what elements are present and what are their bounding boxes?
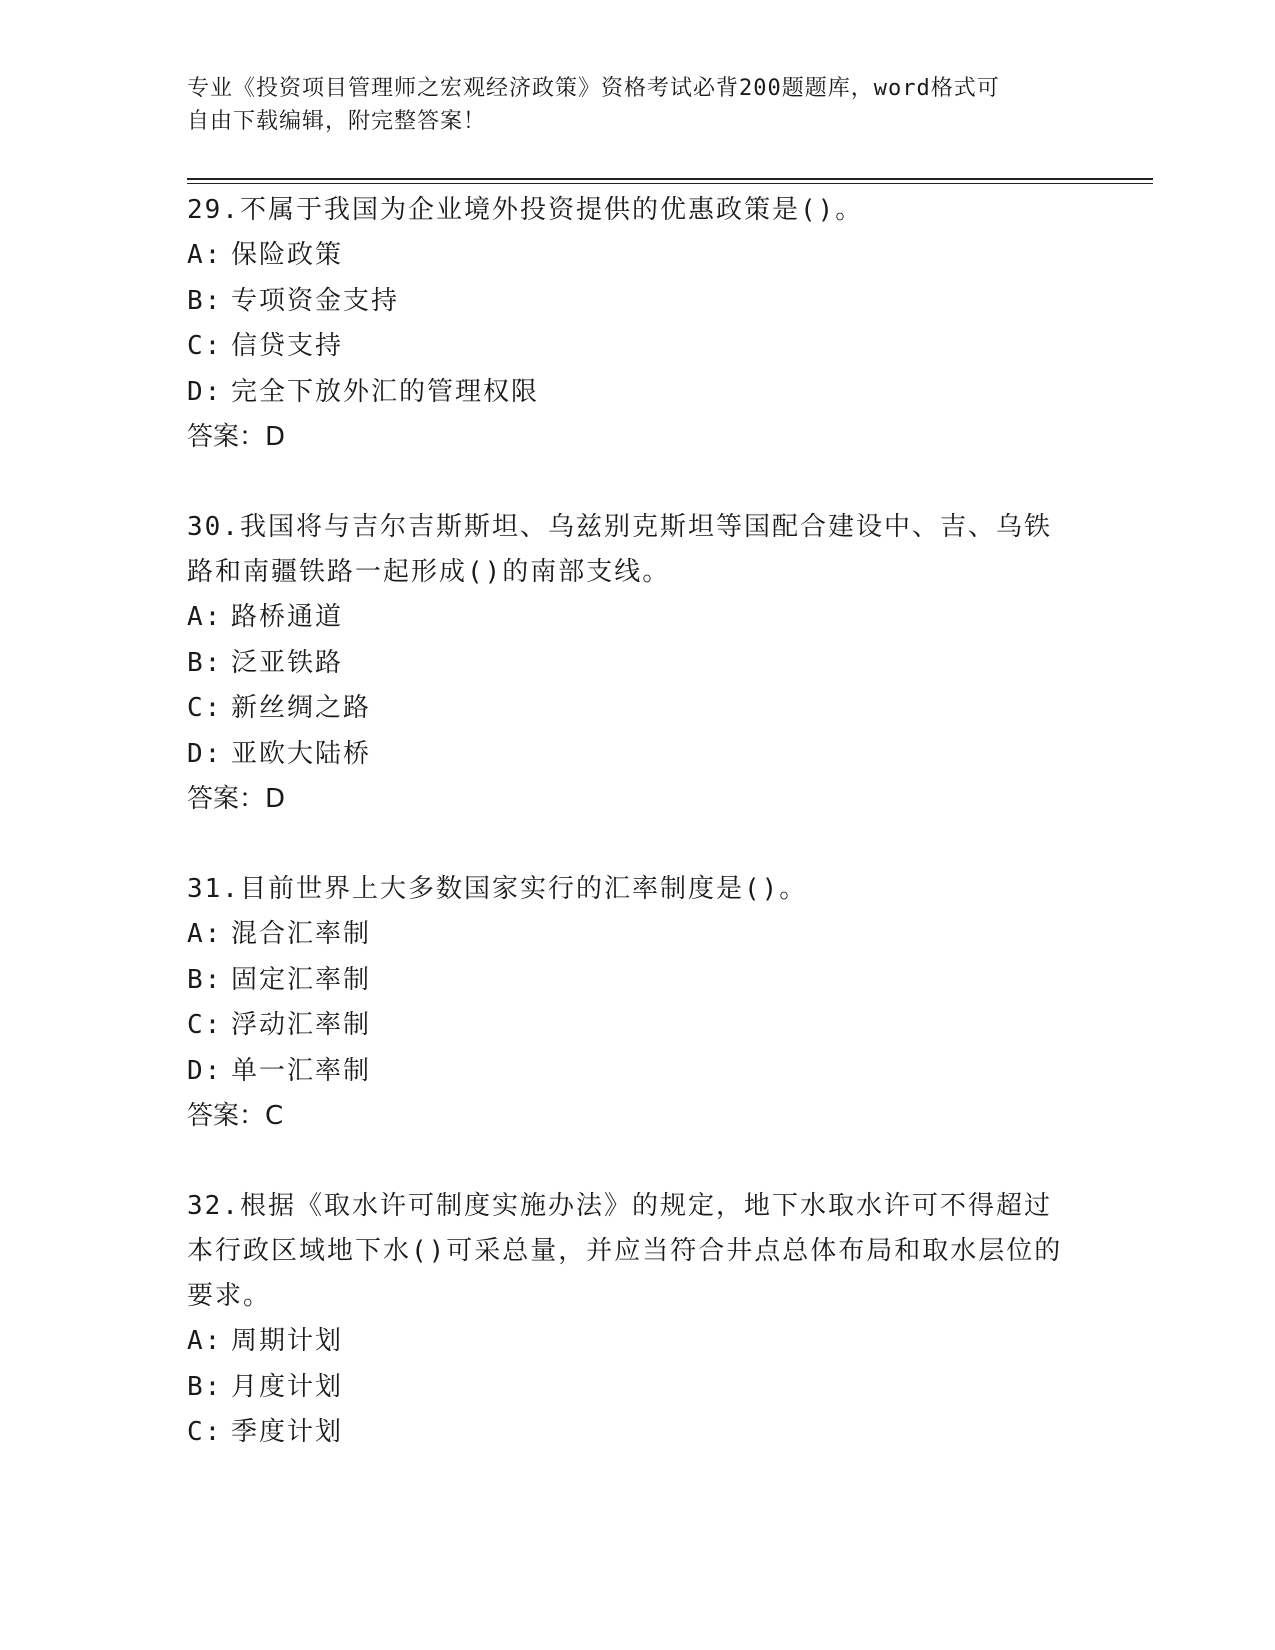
option-b: B: 固定汇率制 [187,964,372,995]
question-30 [187,505,1067,822]
option-d: D: 完全下放外汇的管理权限 [187,376,540,407]
option-d: D: 亚欧大陆桥 [187,738,372,769]
option-c: C: 信贷支持 [187,331,344,361]
option-a: A: 路桥通道 [187,602,344,632]
answer-line: 答案：D [187,422,286,452]
answer-line: 答案：D [187,784,286,814]
question-stem: 32.根据《取水许可制度实施办法》的规定，地下水取水许可不得超过本行政区域地下水()可采总量，并应当符合井点总体布局和取水层位的要求。 [187,1191,1063,1311]
question-32 [187,1184,1067,1456]
answer-line: 答案：C [187,1101,284,1131]
option-c: C: 新丝绸之路 [187,693,372,723]
option-c: C: 季度计划 [187,1417,344,1447]
question-stem: 29.不属于我国为企业境外投资提供的优惠政策是()。 [187,195,864,225]
question-29 [187,188,1067,460]
option-b: B: 月度计划 [187,1371,344,1402]
option-d: D: 单一汇率制 [187,1055,372,1086]
question-stem: 30.我国将与吉尔吉斯斯坦、乌兹别克斯坦等国配合建设中、吉、乌铁路和南疆铁路一起形成()的南部支线。 [187,512,1052,587]
question-list [187,188,1067,1456]
header-divider [187,178,1153,184]
option-a: A: 周期计划 [187,1326,344,1356]
option-b: B: 泛亚铁路 [187,647,344,678]
header-line-2: 自由下载编辑，附完整答案！ [187,109,487,134]
document-header [187,72,1067,138]
question-31 [187,867,1067,1139]
option-a: A: 混合汇率制 [187,919,372,949]
header-line-1: 专业《投资项目管理师之宏观经济政策》资格考试必背200题题库，word格式可 [187,76,1000,101]
option-c: C: 浮动汇率制 [187,1010,372,1040]
option-a: A: 保险政策 [187,240,344,270]
option-b: B: 专项资金支持 [187,285,400,316]
question-stem: 31.目前世界上大多数国家实行的汇率制度是()。 [187,874,808,904]
